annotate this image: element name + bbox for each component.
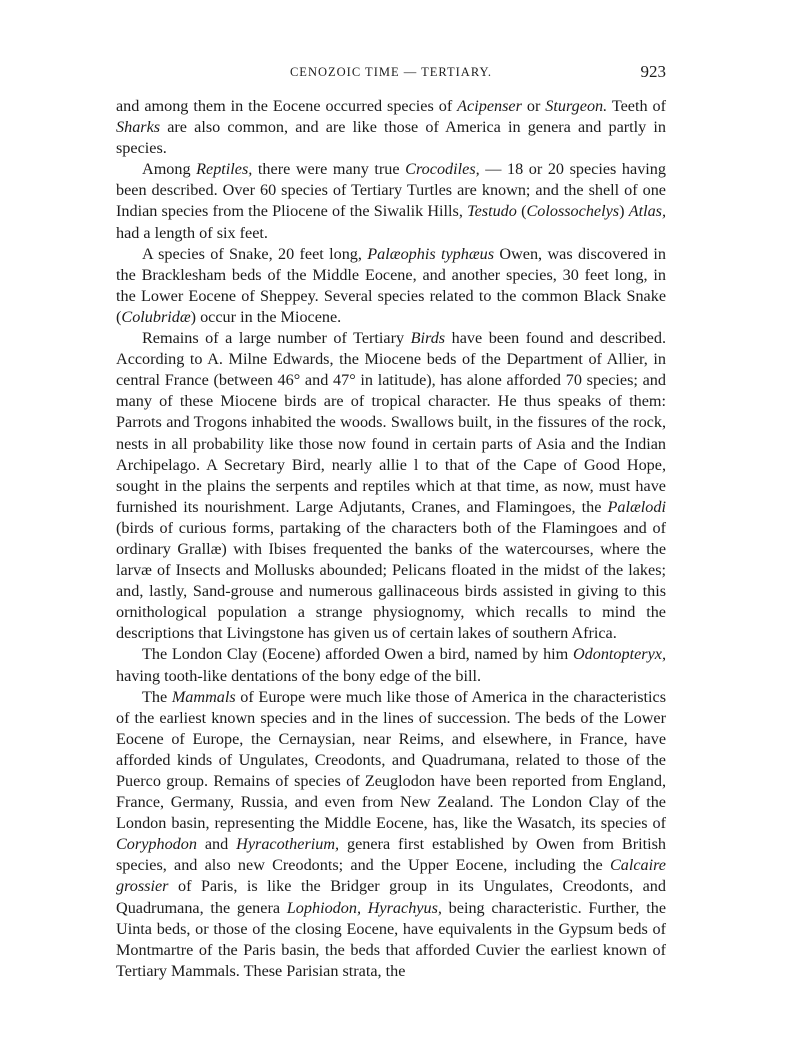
- paragraph-odontopteryx: [116, 644, 666, 686]
- paragraph-snakes: [116, 244, 666, 328]
- text-run: of Paris, is like the Bridger group in its Ungulates, Creodonts, and Quadrumana, the genera: [116, 877, 666, 917]
- italic-term: Lophiodon, Hyrachyus,: [286, 898, 442, 917]
- text-run: — 18 or 20 species having been described. Over 60 species of Tertiary Turtles are known; and the shell of one Indian species from the Pliocene of the Siwalik Hills,: [116, 160, 666, 221]
- text-run: ): [619, 202, 629, 221]
- italic-term: Birds: [410, 329, 446, 348]
- italic-term: Colossochelys: [526, 202, 620, 221]
- text-run: having tooth-like dentations of the bony edge of the bill.: [116, 666, 482, 685]
- italic-term: Palæophis typhæus: [367, 244, 495, 263]
- paragraph-birds: [116, 328, 666, 644]
- paragraph-mammals: [116, 687, 666, 982]
- italic-term: Sturgeon.: [545, 97, 608, 115]
- page-number: 923: [640, 62, 666, 81]
- italic-term: Testudo: [467, 202, 517, 221]
- italic-term: Atlas,: [628, 202, 667, 221]
- running-head: CENOZOIC TIME — TERTIARY.: [289, 65, 493, 79]
- page-header: [116, 62, 666, 82]
- text-run: Among: [142, 160, 197, 179]
- text-run: Remains of a large number of Tertiary: [142, 329, 411, 348]
- text-run: of Europe were much like those of America in the characteristics of the earliest known species and in the lines of succession. The beds of the Lower Eocene of Europe, the Cernaysian, near Reims, and elsewhere, in France, have afforded kinds of Ungulates, Creodonts, and Quadrumana, related to those of the Puerco group. Remains of species of Zeuglodon have been reported from England, France, Germany, Russia, and even from New Zealand. The London Clay of the London basin, representing the Middle Eocene, has, like the Wasatch, its species of: [116, 687, 666, 833]
- text-run: there were many true: [252, 160, 406, 179]
- text-run: are also common, and are like those of America in genera and partly in species.: [116, 118, 666, 158]
- text-run: have been found and described. According to A. Milne Edwards, the Miocene beds of the Department of Allier, in central France (between 46° and 47° in latitude), has alone afforded 70 species; and many of these Miocene birds are of tropical character. He thus speaks of them: Parrots and Trogons inhabited the woods. Swallows built, in the fissures of the rock, nests in all probability like those now found in certain parts of Asia and the Indian Archipelago. A Secretary Bird, nearly allie l to that of the Cape of Good Hope, sought in the plains the serpents and reptiles which at that time, as now, must have furnished its nourishment. Large Adjutants, Cranes, and Flamingoes, the: [116, 329, 667, 516]
- text-run: The London Clay (Eocene) afforded Owen a bird, named by him: [142, 645, 573, 664]
- text-run: and: [196, 835, 237, 854]
- text-run: A species of Snake, 20 feet long,: [142, 244, 368, 263]
- italic-term: Odontopteryx,: [572, 645, 666, 664]
- text-run: genera first established by Owen from British species, and also new Creodonts; and the Upper Eocene, including the: [116, 835, 666, 875]
- text-run: had a length of six feet.: [116, 223, 268, 242]
- text-run: (: [516, 202, 527, 221]
- text-run: ) occur in the Miocene.: [190, 307, 342, 326]
- text-run: being characteristic. Further, the Uinta beds, or those of the closing Eocene, have equivalents in the Gypsum beds of Montmartre of the Paris basin, the beds that afforded Cuvier the earliest known of Tertiary Mammals. These Parisian strata, the: [116, 898, 667, 980]
- paragraph-reptiles: [116, 159, 666, 243]
- italic-term: Colubridæ: [121, 307, 191, 326]
- book-page: [116, 62, 666, 982]
- italic-term: Crocodiles,: [405, 160, 480, 179]
- body-text: [116, 96, 666, 982]
- italic-term: Reptiles,: [196, 160, 253, 179]
- italic-term: Sharks: [116, 118, 161, 137]
- paragraph-fishes: [116, 96, 666, 159]
- text-run: The: [142, 687, 172, 706]
- italic-term: Palælodi: [607, 497, 666, 516]
- text-run: Owen, was discovered in the Bracklesham beds of the Middle Eocene, and another species, 30 feet long, in the Lower Eocene of Sheppey. Several species related to the common Black Snake (: [116, 244, 667, 326]
- italic-term: Hyracotherium,: [236, 835, 340, 854]
- italic-term: Acipenser: [457, 97, 522, 115]
- text-run: (birds of curious forms, partaking of the characters both of the Flamingoes and of ordinary Grallæ) with Ibises frequented the banks of the watercourses, where the larvæ of Insects and Mollusks abounded; Pelicans floated in the midst of the lakes; and, lastly, Sand-grouse and numerous gallinaceous birds assisted in giving to this ornithological population a strange physiognomy, which recalls to mind the descriptions that Livingstone has given us of certain lakes of southern Africa.: [116, 518, 666, 643]
- italic-term: Mammals: [171, 687, 236, 706]
- text-run: Teeth of: [607, 97, 667, 115]
- italic-term: Coryphodon: [116, 835, 197, 854]
- text-run: or: [521, 97, 546, 115]
- italic-term: Calcaire grossier: [116, 856, 666, 896]
- text-run: and among them in the Eocene occurred species of: [116, 97, 458, 115]
